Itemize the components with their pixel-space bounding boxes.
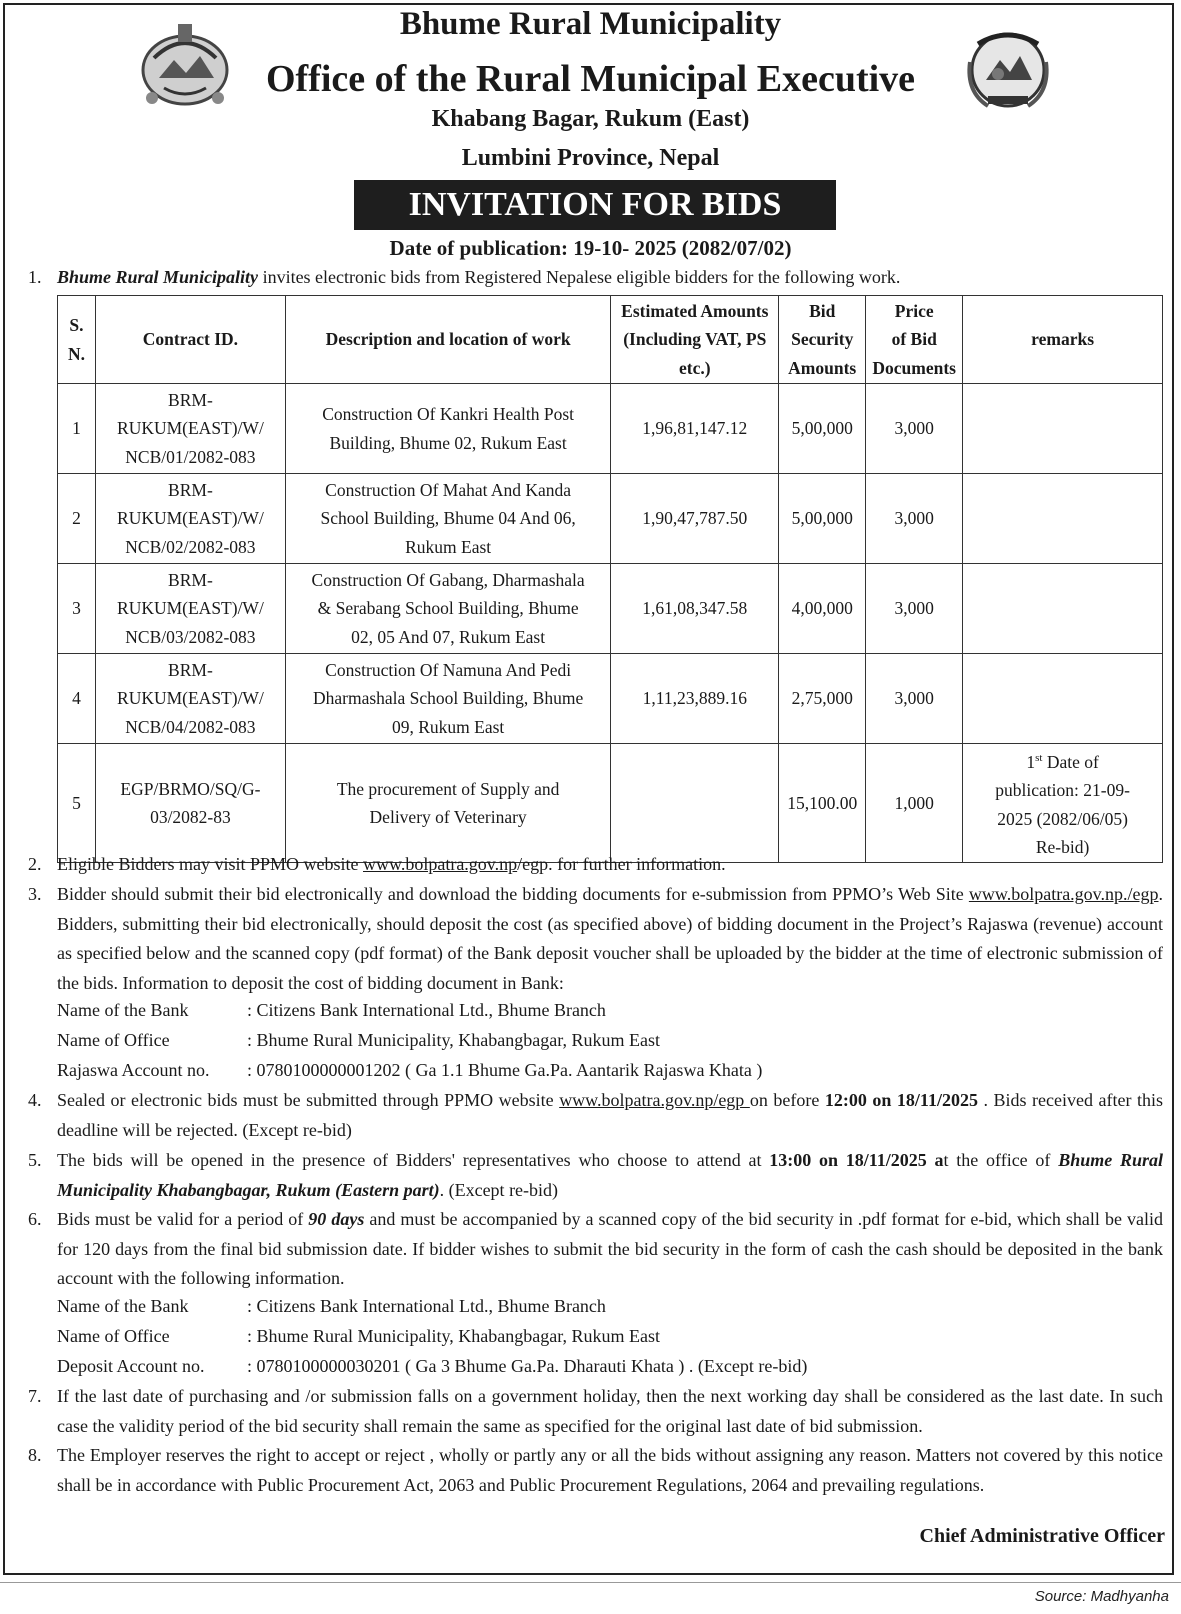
address-line-2: Lumbini Province, Nepal xyxy=(461,145,720,171)
paragraph-5: The bids will be opened in the presence of Bidders' representatives who choose to attend at 13:00 on 18/11/2025 at the office of Bhume Rural Municipality Khabangbagar, Rukum (Eastern part). (Except re-bid) xyxy=(57,1150,1163,1200)
cell-remarks: 1st Date of publication: 21-09- 2025 (2082/06/05) Re-bid) xyxy=(963,744,1163,863)
cell-description: Construction Of Gabang, Dharmashala & Serabang School Building, Bhume 02, 05 And 07, Rukum East xyxy=(285,564,610,654)
cell-bid-security: 4,00,000 xyxy=(779,564,866,654)
header-description: Description and location of work xyxy=(285,296,610,384)
ppmo-link[interactable]: www.bolpatra.gov.np xyxy=(363,854,518,874)
intro-org: Bhume Rural Municipality xyxy=(57,267,259,287)
table-row xyxy=(58,384,1163,474)
cell-bid-security: 15,100.00 xyxy=(779,744,866,863)
cell-sn: 1 xyxy=(58,384,96,474)
cell-contract-id: BRM- RUKUM(EAST)/W/ NCB/01/2082-083 xyxy=(95,384,285,474)
invitation-banner: INVITATION FOR BIDS xyxy=(354,180,836,230)
header-sn: S. N. xyxy=(58,296,96,384)
paragraph-8: The Employer reserves the right to accept or reject , wholly or partly any or all the bids without assigning any reason. Matters not covered by this notice shall be in accordance with Public Procurement Act, 2063 and Public Procurement Regulations, 2064 and prevailing regulations. xyxy=(57,1445,1163,1495)
cell-remarks xyxy=(963,654,1163,744)
cell-contract-id: EGP/BRMO/SQ/G- 03/2082-83 xyxy=(95,744,285,863)
source-credit: Source: Madhyanha xyxy=(1034,1588,1169,1605)
deposit-account-row: Deposit Account no. : 0780100000030201 ( Ga 3 Bhume Ga.Pa. Dharauti Khata ) . (Except re-bid) xyxy=(57,1356,808,1376)
signature-title: Chief Administrative Officer xyxy=(919,1525,1165,1547)
municipality-title: Bhume Rural Municipality xyxy=(399,6,782,42)
cell-estimated: 1,90,47,787.50 xyxy=(611,474,779,564)
header-remarks: remarks xyxy=(963,296,1163,384)
paragraph-4: Sealed or electronic bids must be submitted through PPMO website www.bolpatra.gov.np/egp on before 12:00 on 18/11/2025 . Bids received after this deadline will be rejected. (Except re-bid) xyxy=(57,1090,1164,1140)
ppmo-link[interactable]: www.bolpatra.gov.np./egp xyxy=(968,884,1159,904)
cell-price: 3,000 xyxy=(866,474,963,564)
item-number: 1. xyxy=(28,267,42,287)
cell-remarks xyxy=(963,474,1163,564)
paragraph-3: Bidder should submit their bid electronically and download the bidding documents for e-submission from PPMO’s Web Site www.bolpatra.gov.np./egp. Bidders, submitting their bid electronically, should deposit the cost (as specified above) of bidding document in the Project’s Rajaswa (revenue) account as specified below and the scanned copy (pdf format) of the Bank deposit voucher shall be uploaded by the bidder at the time of electronic submission of the bids. Information to deposit the cost of bidding document in Bank: xyxy=(57,884,1163,993)
cell-remarks xyxy=(963,384,1163,474)
cell-price: 1,000 xyxy=(866,744,963,863)
cell-contract-id: BRM- RUKUM(EAST)/W/ NCB/02/2082-083 xyxy=(95,474,285,564)
item-number: 8. xyxy=(28,1445,42,1465)
office-name-row: Name of Office : Bhume Rural Municipality, Khabangbagar, Rukum East xyxy=(57,1326,661,1346)
publication-date: Date of publication: 19-10- 2025 (2082/07/02) xyxy=(389,236,792,260)
cell-description: Construction Of Mahat And Kanda School Building, Bhume 04 And 06, Rukum East xyxy=(285,474,610,564)
cell-sn: 5 xyxy=(58,744,96,863)
cell-description: The procurement of Supply and Delivery of Veterinary xyxy=(285,744,610,863)
table-row xyxy=(58,474,1163,564)
header-price-bid-docs: Price of Bid Documents xyxy=(866,296,963,384)
cell-bid-security: 5,00,000 xyxy=(779,474,866,564)
cell-bid-security: 2,75,000 xyxy=(779,654,866,744)
cell-remarks xyxy=(963,564,1163,654)
item-number: 6. xyxy=(28,1209,42,1229)
paragraph-7: If the last date of purchasing and /or submission falls on a government holiday, then the next working day shall be considered as the last date. In such case the validity period of the bid security shall remain the same as specified for the original last date of bid submission. xyxy=(57,1386,1163,1436)
header-bid-security: Bid Security Amounts xyxy=(779,296,866,384)
header-estimated-amounts: Estimated Amounts (Including VAT, PS etc.) xyxy=(611,296,779,384)
item-number: 4. xyxy=(28,1090,42,1110)
rajaswa-account-row: Rajaswa Account no. : 0780100000001202 ( Ga 1.1 Bhume Ga.Pa. Aantarik Rajaswa Khata ) xyxy=(57,1060,763,1080)
ppmo-link[interactable]: www.bolpatra.gov.np/egp xyxy=(559,1090,750,1110)
item-number: 5. xyxy=(28,1150,42,1170)
table-row xyxy=(58,654,1163,744)
cell-contract-id: BRM- RUKUM(EAST)/W/ NCB/04/2082-083 xyxy=(95,654,285,744)
cell-estimated: 1,61,08,347.58 xyxy=(611,564,779,654)
cell-estimated: 1,11,23,889.16 xyxy=(611,654,779,744)
cell-sn: 3 xyxy=(58,564,96,654)
bank-name-row: Name of the Bank : Citizens Bank International Ltd., Bhume Branch xyxy=(57,1296,606,1316)
cell-contract-id: BRM- RUKUM(EAST)/W/ NCB/03/2082-083 xyxy=(95,564,285,654)
header-contract-id: Contract ID. xyxy=(95,296,285,384)
cell-price: 3,000 xyxy=(866,654,963,744)
cell-sn: 4 xyxy=(58,654,96,744)
divider xyxy=(0,1582,1181,1583)
cell-description: Construction Of Kankri Health Post Building, Bhume 02, Rukum East xyxy=(285,384,610,474)
cell-description: Construction Of Namuna And Pedi Dharmashala School Building, Bhume 09, Rukum East xyxy=(285,654,610,744)
intro-text: invites electronic bids from Registered Nepalese eligible bidders for the following work. xyxy=(258,267,901,287)
cell-sn: 2 xyxy=(58,474,96,564)
cell-bid-security: 5,00,000 xyxy=(779,384,866,474)
table-row xyxy=(58,744,1163,863)
cell-price: 3,000 xyxy=(866,564,963,654)
table-header-row xyxy=(58,296,1163,384)
office-name-row: Name of Office : Bhume Rural Municipality, Khabangbagar, Rukum East xyxy=(57,1030,661,1050)
cell-estimated xyxy=(611,744,779,863)
intro-paragraph xyxy=(57,263,1167,292)
cell-estimated: 1,96,81,147.12 xyxy=(611,384,779,474)
bank-name-row: Name of the Bank : Citizens Bank International Ltd., Bhume Branch xyxy=(57,1000,606,1020)
address-line-1: Khabang Bagar, Rukum (East) xyxy=(431,106,750,132)
item-number: 3. xyxy=(28,884,42,904)
item-number: 7. xyxy=(28,1386,42,1406)
item-number: 2. xyxy=(28,854,42,874)
table-row xyxy=(58,564,1163,654)
cell-price: 3,000 xyxy=(866,384,963,474)
bids-table xyxy=(57,295,1163,863)
paragraph-2: Eligible Bidders may visit PPMO website www.bolpatra.gov.np/egp. for further information. xyxy=(57,854,726,874)
office-title: Office of the Rural Municipal Executive xyxy=(265,58,916,100)
paragraph-6: Bids must be valid for a period of 90 days and must be accompanied by a scanned copy of the bid security in .pdf format for e-bid, which shall be valid for 120 days from the final bid submission date. If bidder wishes to submit the bid security in the form of cash the cash should be deposited in the bank account with the following information. xyxy=(57,1209,1163,1288)
